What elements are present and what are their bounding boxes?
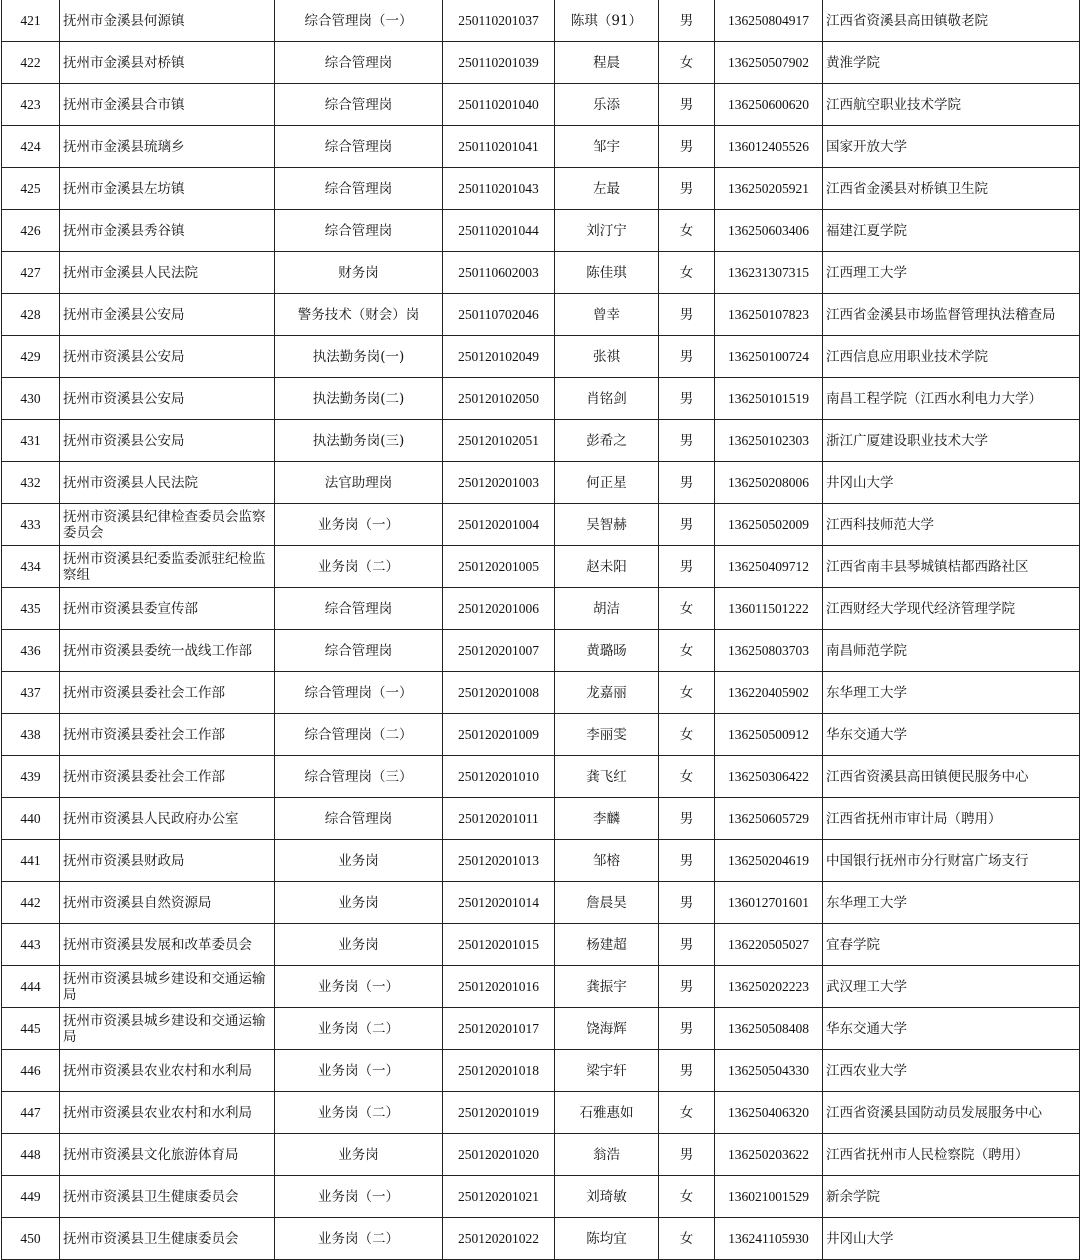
employer-unit: 抚州市资溪县纪律检查委员会监察委员会 — [60, 504, 275, 546]
candidate-name: 陈均宜 — [555, 1218, 659, 1260]
candidate-name: 石雅惠如 — [555, 1092, 659, 1134]
work-or-school: 江西省资溪县高田镇敬老院 — [823, 0, 1080, 42]
table-row — [2, 420, 1080, 462]
table-row — [2, 210, 1080, 252]
candidate-id-number: 136250600620 — [715, 84, 823, 126]
employer-unit: 抚州市资溪县委社会工作部 — [60, 714, 275, 756]
position-name: 业务岗（一） — [275, 966, 443, 1008]
row-number: 424 — [2, 126, 60, 168]
candidate-gender: 男 — [659, 966, 715, 1008]
exam-ticket-number: 250120201014 — [443, 882, 555, 924]
candidate-id-number: 136250208006 — [715, 462, 823, 504]
candidate-name: 李麟 — [555, 798, 659, 840]
exam-ticket-number: 250120102051 — [443, 420, 555, 462]
candidate-gender: 女 — [659, 588, 715, 630]
candidate-id-number: 136011501222 — [715, 588, 823, 630]
work-or-school: 江西农业大学 — [823, 1050, 1080, 1092]
candidate-id-number: 136250409712 — [715, 546, 823, 588]
candidate-id-number: 136220405902 — [715, 672, 823, 714]
candidate-name: 吴智赫 — [555, 504, 659, 546]
position-name: 综合管理岗 — [275, 84, 443, 126]
candidate-gender: 男 — [659, 168, 715, 210]
employer-unit: 抚州市资溪县农业农村和水利局 — [60, 1092, 275, 1134]
table-row — [2, 672, 1080, 714]
work-or-school: 江西科技师范大学 — [823, 504, 1080, 546]
candidate-gender: 女 — [659, 672, 715, 714]
table-row — [2, 168, 1080, 210]
candidate-gender: 男 — [659, 294, 715, 336]
candidate-name: 刘汀宁 — [555, 210, 659, 252]
candidate-name: 龙嘉丽 — [555, 672, 659, 714]
employer-unit: 抚州市金溪县人民法院 — [60, 252, 275, 294]
table-row — [2, 1008, 1080, 1050]
work-or-school: 中国银行抚州市分行财富广场支行 — [823, 840, 1080, 882]
candidate-gender: 男 — [659, 882, 715, 924]
candidate-gender: 男 — [659, 336, 715, 378]
work-or-school: 江西航空职业技术学院 — [823, 84, 1080, 126]
work-or-school: 武汉理工大学 — [823, 966, 1080, 1008]
employer-unit: 抚州市资溪县委社会工作部 — [60, 756, 275, 798]
employer-unit: 抚州市资溪县卫生健康委员会 — [60, 1176, 275, 1218]
work-or-school: 江西省金溪县对桥镇卫生院 — [823, 168, 1080, 210]
employer-unit: 抚州市金溪县合市镇 — [60, 84, 275, 126]
position-name: 业务岗（二） — [275, 1092, 443, 1134]
row-number: 443 — [2, 924, 60, 966]
position-name: 业务岗（二） — [275, 546, 443, 588]
employer-unit: 抚州市资溪县农业农村和水利局 — [60, 1050, 275, 1092]
table-row — [2, 546, 1080, 588]
candidate-gender: 男 — [659, 798, 715, 840]
employer-unit: 抚州市资溪县财政局 — [60, 840, 275, 882]
work-or-school: 南昌师范学院 — [823, 630, 1080, 672]
row-number: 447 — [2, 1092, 60, 1134]
exam-ticket-number: 250120201019 — [443, 1092, 555, 1134]
position-name: 业务岗 — [275, 882, 443, 924]
work-or-school: 东华理工大学 — [823, 882, 1080, 924]
row-number: 446 — [2, 1050, 60, 1092]
table-row — [2, 84, 1080, 126]
row-number: 422 — [2, 42, 60, 84]
exam-ticket-number: 250110201044 — [443, 210, 555, 252]
work-or-school: 江西省资溪县国防动员发展服务中心 — [823, 1092, 1080, 1134]
candidate-gender: 女 — [659, 1092, 715, 1134]
row-number: 439 — [2, 756, 60, 798]
work-or-school: 井冈山大学 — [823, 462, 1080, 504]
candidate-name: 杨建超 — [555, 924, 659, 966]
candidate-name: 黄璐旸 — [555, 630, 659, 672]
candidate-gender: 男 — [659, 420, 715, 462]
table-row — [2, 336, 1080, 378]
position-name: 业务岗（一） — [275, 504, 443, 546]
position-name: 业务岗（二） — [275, 1218, 443, 1260]
work-or-school: 江西省抚州市审计局（聘用） — [823, 798, 1080, 840]
row-number: 437 — [2, 672, 60, 714]
table-row — [2, 966, 1080, 1008]
exam-ticket-number: 250120201003 — [443, 462, 555, 504]
candidate-gender: 女 — [659, 1218, 715, 1260]
roster-body — [2, 0, 1080, 1260]
exam-ticket-number: 250120201017 — [443, 1008, 555, 1050]
position-name: 执法勤务岗(二) — [275, 378, 443, 420]
exam-ticket-number: 250110201039 — [443, 42, 555, 84]
table-row — [2, 756, 1080, 798]
candidate-id-number: 136021001529 — [715, 1176, 823, 1218]
table-row — [2, 714, 1080, 756]
table-row — [2, 798, 1080, 840]
exam-ticket-number: 250110201037 — [443, 0, 555, 42]
row-number: 448 — [2, 1134, 60, 1176]
table-row — [2, 294, 1080, 336]
exam-ticket-number: 250120201013 — [443, 840, 555, 882]
exam-ticket-number: 250110201040 — [443, 84, 555, 126]
candidate-gender: 男 — [659, 924, 715, 966]
table-row — [2, 588, 1080, 630]
employer-unit: 抚州市资溪县公安局 — [60, 420, 275, 462]
row-number: 436 — [2, 630, 60, 672]
row-number: 431 — [2, 420, 60, 462]
table-row — [2, 126, 1080, 168]
exam-ticket-number: 250120201006 — [443, 588, 555, 630]
candidate-gender: 女 — [659, 630, 715, 672]
table-row — [2, 1176, 1080, 1218]
row-number: 426 — [2, 210, 60, 252]
candidate-gender: 女 — [659, 1176, 715, 1218]
row-number: 433 — [2, 504, 60, 546]
row-number: 432 — [2, 462, 60, 504]
exam-ticket-number: 250110702046 — [443, 294, 555, 336]
position-name: 执法勤务岗(三) — [275, 420, 443, 462]
exam-ticket-number: 250120201022 — [443, 1218, 555, 1260]
candidate-id-number: 136012701601 — [715, 882, 823, 924]
candidate-id-number: 136250107823 — [715, 294, 823, 336]
candidate-gender: 男 — [659, 84, 715, 126]
candidate-id-number: 136250204619 — [715, 840, 823, 882]
position-name: 综合管理岗 — [275, 588, 443, 630]
position-name: 业务岗（一） — [275, 1050, 443, 1092]
candidate-name: 何正星 — [555, 462, 659, 504]
table-row — [2, 630, 1080, 672]
table-row — [2, 462, 1080, 504]
employer-unit: 抚州市资溪县人民政府办公室 — [60, 798, 275, 840]
candidate-gender: 女 — [659, 42, 715, 84]
employer-unit: 抚州市资溪县人民法院 — [60, 462, 275, 504]
candidate-name: 左最 — [555, 168, 659, 210]
candidate-id-number: 136250502009 — [715, 504, 823, 546]
table-row — [2, 1092, 1080, 1134]
candidate-name: 乐添 — [555, 84, 659, 126]
row-number: 434 — [2, 546, 60, 588]
employer-unit: 抚州市金溪县秀谷镇 — [60, 210, 275, 252]
work-or-school: 浙江广厦建设职业技术大学 — [823, 420, 1080, 462]
candidate-id-number: 136250101519 — [715, 378, 823, 420]
candidate-gender: 男 — [659, 1050, 715, 1092]
work-or-school: 国家开放大学 — [823, 126, 1080, 168]
work-or-school: 黄淮学院 — [823, 42, 1080, 84]
candidate-name: 刘琦敏 — [555, 1176, 659, 1218]
exam-ticket-number: 250120201008 — [443, 672, 555, 714]
work-or-school: 江西财经大学现代经济管理学院 — [823, 588, 1080, 630]
table-row — [2, 924, 1080, 966]
exam-ticket-number: 250120201011 — [443, 798, 555, 840]
work-or-school: 江西理工大学 — [823, 252, 1080, 294]
exam-ticket-number: 250110602003 — [443, 252, 555, 294]
work-or-school: 江西信息应用职业技术学院 — [823, 336, 1080, 378]
position-name: 业务岗 — [275, 840, 443, 882]
employer-unit: 抚州市资溪县发展和改革委员会 — [60, 924, 275, 966]
row-number: 435 — [2, 588, 60, 630]
exam-ticket-number: 250120201010 — [443, 756, 555, 798]
employer-unit: 抚州市资溪县委统一战线工作部 — [60, 630, 275, 672]
position-name: 综合管理岗 — [275, 42, 443, 84]
candidate-name: 龚振宇 — [555, 966, 659, 1008]
candidate-gender: 男 — [659, 0, 715, 42]
table-row — [2, 1218, 1080, 1260]
position-name: 综合管理岗（一） — [275, 672, 443, 714]
candidate-gender: 男 — [659, 840, 715, 882]
candidate-name: 陈佳琪 — [555, 252, 659, 294]
candidate-id-number: 136250102303 — [715, 420, 823, 462]
exam-ticket-number: 250120201016 — [443, 966, 555, 1008]
row-number: 449 — [2, 1176, 60, 1218]
row-number: 428 — [2, 294, 60, 336]
candidate-id-number: 136241105930 — [715, 1218, 823, 1260]
employer-unit: 抚州市资溪县委社会工作部 — [60, 672, 275, 714]
exam-ticket-number: 250110201043 — [443, 168, 555, 210]
work-or-school: 华东交通大学 — [823, 1008, 1080, 1050]
row-number: 423 — [2, 84, 60, 126]
work-or-school: 东华理工大学 — [823, 672, 1080, 714]
position-name: 业务岗 — [275, 1134, 443, 1176]
candidate-name: 邹宇 — [555, 126, 659, 168]
employer-unit: 抚州市资溪县公安局 — [60, 378, 275, 420]
candidate-name: 李丽雯 — [555, 714, 659, 756]
candidate-gender: 男 — [659, 546, 715, 588]
employer-unit: 抚州市资溪县城乡建设和交通运输局 — [60, 966, 275, 1008]
candidate-id-number: 136250500912 — [715, 714, 823, 756]
candidate-id-number: 136250504330 — [715, 1050, 823, 1092]
candidate-id-number: 136250306422 — [715, 756, 823, 798]
employer-unit: 抚州市资溪县委宣传部 — [60, 588, 275, 630]
exam-ticket-number: 250120201009 — [443, 714, 555, 756]
exam-ticket-number: 250120102050 — [443, 378, 555, 420]
work-or-school: 江西省金溪县市场监督管理执法稽查局 — [823, 294, 1080, 336]
position-name: 警务技术（财会）岗 — [275, 294, 443, 336]
employer-unit: 抚州市资溪县卫生健康委员会 — [60, 1218, 275, 1260]
work-or-school: 井冈山大学 — [823, 1218, 1080, 1260]
candidate-gender: 女 — [659, 210, 715, 252]
candidate-gender: 男 — [659, 462, 715, 504]
candidate-id-number: 136250100724 — [715, 336, 823, 378]
position-name: 业务岗（二） — [275, 1008, 443, 1050]
position-name: 综合管理岗 — [275, 168, 443, 210]
row-number: 450 — [2, 1218, 60, 1260]
row-number: 425 — [2, 168, 60, 210]
table-row — [2, 882, 1080, 924]
work-or-school: 江西省南丰县琴城镇桔都西路社区 — [823, 546, 1080, 588]
position-name: 综合管理岗（一） — [275, 0, 443, 42]
candidate-name: 胡洁 — [555, 588, 659, 630]
position-name: 综合管理岗 — [275, 126, 443, 168]
candidate-id-number: 136250803703 — [715, 630, 823, 672]
candidate-gender: 男 — [659, 504, 715, 546]
table-row — [2, 504, 1080, 546]
exam-ticket-number: 250120201005 — [443, 546, 555, 588]
employer-unit: 抚州市金溪县左坊镇 — [60, 168, 275, 210]
exam-ticket-number: 250110201041 — [443, 126, 555, 168]
table-row — [2, 252, 1080, 294]
employer-unit: 抚州市金溪县琉璃乡 — [60, 126, 275, 168]
exam-ticket-number: 250120201007 — [443, 630, 555, 672]
employer-unit: 抚州市金溪县对桥镇 — [60, 42, 275, 84]
work-or-school: 华东交通大学 — [823, 714, 1080, 756]
exam-ticket-number: 250120201004 — [443, 504, 555, 546]
position-name: 综合管理岗 — [275, 630, 443, 672]
row-number: 444 — [2, 966, 60, 1008]
candidate-gender: 女 — [659, 756, 715, 798]
candidate-name: 张祺 — [555, 336, 659, 378]
employer-unit: 抚州市资溪县公安局 — [60, 336, 275, 378]
position-name: 业务岗 — [275, 924, 443, 966]
work-or-school: 新余学院 — [823, 1176, 1080, 1218]
candidate-id-number: 136250202223 — [715, 966, 823, 1008]
candidate-name: 翁浩 — [555, 1134, 659, 1176]
candidate-gender: 男 — [659, 126, 715, 168]
candidate-id-number: 136250605729 — [715, 798, 823, 840]
candidate-id-number: 136250203622 — [715, 1134, 823, 1176]
position-name: 法官助理岗 — [275, 462, 443, 504]
candidate-gender: 男 — [659, 1134, 715, 1176]
row-number: 438 — [2, 714, 60, 756]
candidate-gender: 女 — [659, 714, 715, 756]
candidate-id-number: 136220505027 — [715, 924, 823, 966]
table-row — [2, 0, 1080, 42]
exam-ticket-number: 250120201021 — [443, 1176, 555, 1218]
position-name: 综合管理岗 — [275, 798, 443, 840]
candidate-id-number: 136250508408 — [715, 1008, 823, 1050]
work-or-school: 江西省资溪县高田镇便民服务中心 — [823, 756, 1080, 798]
row-number: 429 — [2, 336, 60, 378]
row-number: 445 — [2, 1008, 60, 1050]
row-number: 440 — [2, 798, 60, 840]
employer-unit: 抚州市金溪县公安局 — [60, 294, 275, 336]
row-number: 430 — [2, 378, 60, 420]
candidate-gender: 男 — [659, 378, 715, 420]
candidate-roster-table — [1, 0, 1080, 1260]
employer-unit: 抚州市资溪县自然资源局 — [60, 882, 275, 924]
candidate-name: 赵未阳 — [555, 546, 659, 588]
candidate-name: 程晨 — [555, 42, 659, 84]
row-number: 441 — [2, 840, 60, 882]
employer-unit: 抚州市金溪县何源镇 — [60, 0, 275, 42]
candidate-id-number: 136250406320 — [715, 1092, 823, 1134]
position-name: 执法勤务岗(一) — [275, 336, 443, 378]
work-or-school: 宜春学院 — [823, 924, 1080, 966]
candidate-name: 彭希之 — [555, 420, 659, 462]
work-or-school: 南昌工程学院（江西水利电力大学） — [823, 378, 1080, 420]
exam-ticket-number: 250120102049 — [443, 336, 555, 378]
candidate-gender: 女 — [659, 252, 715, 294]
candidate-id-number: 136250205921 — [715, 168, 823, 210]
exam-ticket-number: 250120201015 — [443, 924, 555, 966]
candidate-name: 龚飞红 — [555, 756, 659, 798]
position-name: 财务岗 — [275, 252, 443, 294]
candidate-id-number: 136250804917 — [715, 0, 823, 42]
candidate-name: 詹晨昊 — [555, 882, 659, 924]
candidate-name: 饶海辉 — [555, 1008, 659, 1050]
candidate-id-number: 136231307315 — [715, 252, 823, 294]
table-row — [2, 378, 1080, 420]
table-row — [2, 42, 1080, 84]
candidate-name: 邹榕 — [555, 840, 659, 882]
work-or-school: 江西省抚州市人民检察院（聘用） — [823, 1134, 1080, 1176]
candidate-gender: 男 — [659, 1008, 715, 1050]
row-number: 442 — [2, 882, 60, 924]
work-or-school: 福建江夏学院 — [823, 210, 1080, 252]
candidate-name: 陈琪（91） — [555, 0, 659, 42]
exam-ticket-number: 250120201020 — [443, 1134, 555, 1176]
candidate-id-number: 136250603406 — [715, 210, 823, 252]
employer-unit: 抚州市资溪县文化旅游体育局 — [60, 1134, 275, 1176]
exam-ticket-number: 250120201018 — [443, 1050, 555, 1092]
position-name: 业务岗（一） — [275, 1176, 443, 1218]
table-row — [2, 840, 1080, 882]
employer-unit: 抚州市资溪县纪委监委派驻纪检监察组 — [60, 546, 275, 588]
row-number: 421 — [2, 0, 60, 42]
position-name: 综合管理岗（二） — [275, 714, 443, 756]
table-row — [2, 1050, 1080, 1092]
table-row — [2, 1134, 1080, 1176]
position-name: 综合管理岗（三） — [275, 756, 443, 798]
candidate-id-number: 136012405526 — [715, 126, 823, 168]
candidate-name: 肖铭剑 — [555, 378, 659, 420]
candidate-id-number: 136250507902 — [715, 42, 823, 84]
position-name: 综合管理岗 — [275, 210, 443, 252]
candidate-name: 曾幸 — [555, 294, 659, 336]
candidate-name: 梁宇轩 — [555, 1050, 659, 1092]
row-number: 427 — [2, 252, 60, 294]
employer-unit: 抚州市资溪县城乡建设和交通运输局 — [60, 1008, 275, 1050]
